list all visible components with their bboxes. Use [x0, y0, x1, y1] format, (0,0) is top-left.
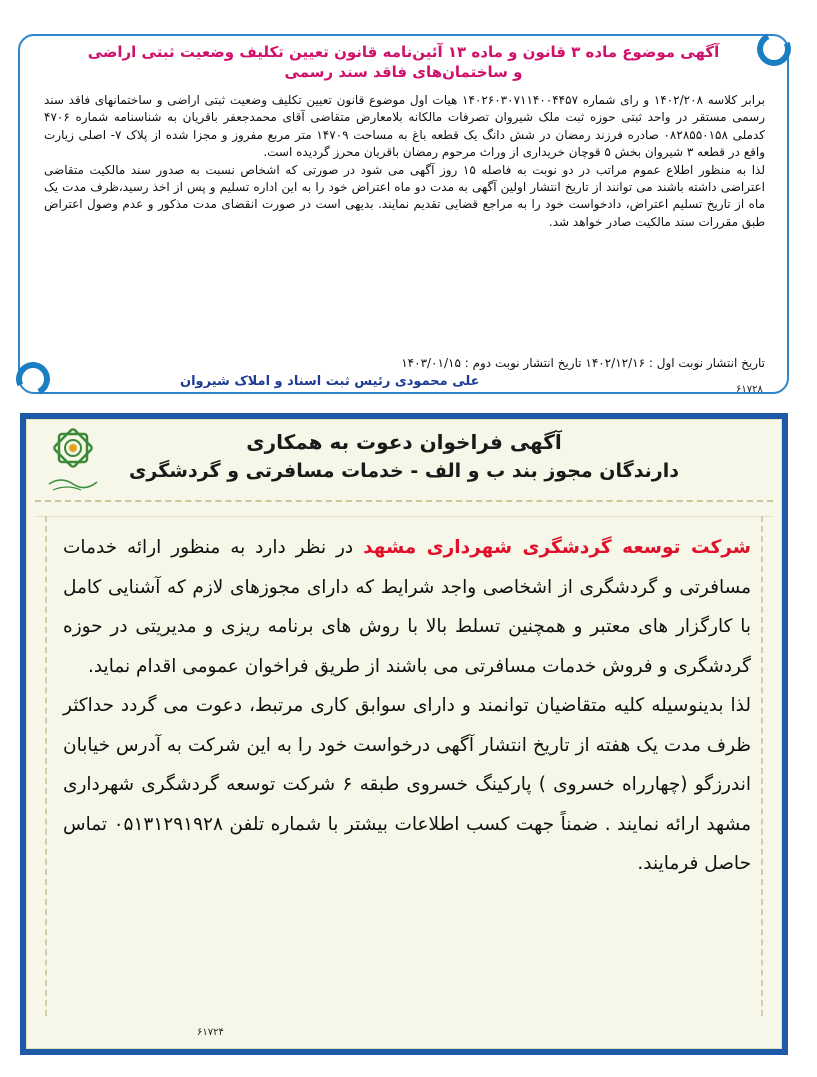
publication-dates: تاریخ انتشار نوبت اول : ۱۴۰۲/۱۲/۱۶ تاریخ انتشار نوبت دوم : ۱۴۰۳/۰۱/۱۵	[401, 356, 765, 370]
mashhad-municipality-logo-icon	[37, 424, 109, 494]
ad-paragraph-1-text: در نظر دارد به منظور ارائه خدمات مسافرتی و گردشگری از اشخاصی واجد شرایط که دارای مجوزهای لازم که آشنایی کامل با کارگزار های معتبر و همچنین تسلط بالا با روش های برنامه ریزی و مدیریتی در حوزه گردشگری و فروش خدمات مسافرتی می باشند از طریق فراخوان عمومی اقدام نماید.	[63, 537, 751, 677]
notice-paragraph-1: برابر کلاسه ۱۴۰۲/۲۰۸ و رای شماره ۱۴۰۲۶۰۳۰۷۱۱۴۰۰۴۴۵۷ هیات اول موضوع قانون تعیین تکلیف وضعیت ثبتی اراضی و ساختمانهای فاقد سند رسمی مستقر در واحد ثبتی حوزه ثبت ملک شیروان تصرفات مالکانه بلامعارض متقاضی آقای محمدجعفر باقریان به شناسنامه شماره ۴۷۰۶ کدملی ۰۸۲۸۵۵۰۱۵۸ صادره فرزند رمضان در شش دانگ یک قطعه باغ به مساحت ۱۴۷۰۹ متر مربع مفروز و مجزا شده از پلاک ۷- اصلی زیارت واقع در قطعه ۳ شیروان بخش ۵ قوچان خریداری از وراث مرحوم رمضان باقریان محرز گردیده است.	[44, 93, 765, 160]
notice-title-line-2: و ساختمان‌های فاقد سند رسمی	[284, 63, 523, 81]
ad-inner-panel	[26, 419, 782, 1049]
ad-code: ۶۱۷۲۴	[197, 1027, 224, 1038]
ad-heading-1: آگهی فراخوان دعوت به همکاری	[246, 430, 562, 454]
signer-name: علی محمودی رئیس ثبت اسناد و املاک شیروان	[180, 374, 480, 389]
ad-paragraph-1	[63, 528, 751, 686]
notice-code: ۶۱۷۲۸	[736, 384, 763, 395]
ad-heading-2: دارندگان مجوز بند ب و الف - خدمات مسافرتی و گردشگری	[129, 460, 679, 482]
swirl-ornament-icon	[752, 27, 796, 71]
notice-paragraph-2: لذا به منظور اطلاع عموم مراتب در دو نوبت به فاصله ۱۵ روز آگهی می شود در صورتی که اشخاص نسبت به صدور سند مالکیت متقاضی اعتراضی داشته باشند می توانند از تاریخ انتشار اولین آگهی به مدت دو ماه اعتراض خود را به این اداره تسلیم و پس از اخذ رسید،ظرف مدت یک ماه از تاریخ تسلیم اعتراض، دادخواست خود را به مراجع قضایی تقدیم نمایند. بدیهی است در صورت انقضای مدت مذکور و عدم وصول اعتراض طبق مقررات سند مالکیت صادر خواهد شد.	[44, 162, 765, 229]
notice-body	[44, 92, 765, 231]
notice-title	[80, 42, 727, 82]
registration-notice	[18, 34, 789, 394]
company-name: شرکت توسعه گردشگری شهرداری مشهد	[363, 537, 751, 558]
ad-header	[27, 420, 781, 498]
notice-title-line-1: آگهی موضوع ماده ۳ قانون و ماده ۱۳ آئین‌نامه قانون تعیین تکلیف وضعیت ثبتی اراضی	[87, 43, 720, 61]
decorative-divider	[35, 500, 773, 517]
ad-paragraph-2: لذا بدینوسیله کلیه متقاضیان توانمند و دارای سوابق کاری مرتبط، دعوت می گردد حداکثر ظرف مدت یک هفته از تاریخ انتشار آگهی درخواست خود را به این شرکت به آدرس خیابان اندرزگو (چهارراه خسروی ) پارکینگ خسروی طبقه ۶ شرکت توسعه گردشگری شهرداری مشهد ارائه نمایند . ضمناً جهت کسب اطلاعات بیشتر با شماره تلفن ۰۵۱۳۱۲۹۱۹۲۸ تماس حاصل فرمایند.	[63, 695, 751, 874]
ad-body	[63, 528, 751, 884]
cooperation-call-ad	[20, 413, 788, 1055]
